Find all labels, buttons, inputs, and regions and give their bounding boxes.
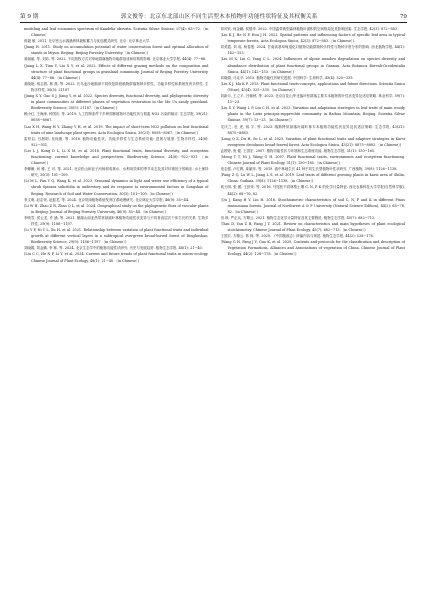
reference-entry: (Pang Z Q, Lu W L, Jiang L S, et al. 2019. Leaf traits of different growing plants in karst area of Shilin, China. Guihaia, 39(8): 1126−1138.〔in Chinese〕) (220, 173, 405, 184)
reference-entry: 刘新月, 王立平, 吕翰秋, 等. 2023. 北京百花山华北落叶松群落主要木本植物的叶性状变异及适应策略. 林业科学, 59(7): 13−23. (220, 94, 405, 105)
reference-entry: 戚天明, 张 赟, 王世荣, 等. 2016. 马尾松不同林型土壤 C, N, P, K 的化学计量特征. 西北农林科技大学学报(自然科学版), 44(2): 68−76, 82. (220, 185, 405, 196)
reference-entry: 蒋毅 敏. 2011. 北京密云水源涵养林最积蓄力与优选模式研究. 北京: 北京林业大学. (24, 39, 151, 44)
reference-entry: (Jiang L X, Tian Y, Liu X Y, et al. 2022. Effects of different grazing methods on the composition and structure of plant functional groups in grassland community. Journal of Beijing Forestry University, 44(4): 77−86.〔in Chinese〕) (24, 63, 209, 80)
reference-entry: 刘晓娟, 刘金鹏, 李 林, 等. 2024. 北京生态学中的植物功能性状研究: 历史与发展趋势. 植物生态学报, 48(1): 21−40. (24, 246, 203, 251)
reference-entry: 龙庆之, 杜 虎, 蒋 宇, 等. 2023. 喀斯特常绿落叶阔叶林木本植物功能性状变异及其适应策略. 生态学报, 43(21): 8875−8883. (220, 124, 405, 135)
reference-entry: 赖小红, 王海涛, 钟国庆, 等. 2019. 人工控制条件下乡种园林植物叶功能性状与氮素 NO2 污染的响应. 生态学报, 39(21): 8058−8067. (24, 112, 209, 123)
reference-entry: 姜晓艳, 蒋志胜, 林 燕, 等. 2022. 长乌麦沙地植被不同恢复阶段植物群落物种多样性、功能多样性和系统发育多样性. 生物多样性, 30(5): 21187. (24, 81, 209, 92)
reference-entry: (Li Y P, Ni Y L, Xu H, et al. 2021. Relationship between variation of plant functional traits and individual growth at different vertical layers in a subtropical evergreen broad-leaved forest of Dinghushan. Biodiversity Science, 29(9): 1186−1197.〔in Chinese〕) (24, 228, 209, 245)
reference-entry: (Jiang X Y, Gao S J, Jiang Y, et al. 2022. Species diversity, functional diversity, and phylogenetic diversity in plant communities at different phases of vegetation restoration in the Mu Us sandy grassland. Biodiversity Science, 30(5): 21187.〔in Chinese〕) (24, 94, 209, 111)
reference-entry: (Jiang H. 2011. Study on accumulation potential of water conservation forest and optimal allocation of stands in Miyun. Beijing: Beijing Forestry University.〔in Chinese〕) (24, 45, 209, 56)
reference-entry: 姜丽丽, 等, 刘彩, 等. 2022. 不同放牧方式对草地群落植物功能群组成和结构的影响. 北京林业大学学报, 44(4): 77−86. (24, 57, 207, 62)
reference-entry: 庞志强, 卢红辉, 姜丽萍, 等. 2019. 滇中林地生长 41 种不同生长型植物叶性状研究. 广西植物, 39(8): 1126−1138. (220, 167, 398, 172)
reference-entry: 李文明, 赵志荣, 赵振龙, 等. 2024. 北京常绿植物系统发育区系地理研究. 北京林业大学学报, 46(9): 35−44. (24, 197, 190, 202)
reference-entry: 孟婷婷, 倪 健, 王国宏. 2007. 植物功能性状与环境和生态系统功能. 植物生态学报, 31(1): 150−165. (220, 148, 376, 153)
references-column-right (221, 26, 406, 593)
reference-entry: (Liu M X, Liu C, Yang C L. 2024. Influences of alpine meadow degradation on species diversity and abundance distribution of plant functional groups in Gannan. Acta Botanica Boreali-Occidentalia Sinica, 44(1): 142−153.〔in Chinese〕) (220, 57, 405, 74)
reference-entry: (Tian D, Yan Z B, Fang J Y. 2021. Review on characteristics and main hypotheses of plant ecological stoichiometry. Chinese Journal of Plant Ecology, 45(7): 682−713.〔in Chinese〕) (220, 222, 405, 233)
references-column-left (24, 26, 209, 593)
reference-entry: 雷梓启, 吕晨明, 吴纯康, 等. 2016. 植物功能性状、功能多样性与生态系统功能: 进展与展望. 生物多样性, 24(8): 922−931. (24, 136, 209, 147)
reference-entry: (Long Q Z, Du H, Su L, et al. 2023. Variation of plant functional traits and adaptive strategies in Karst evergreen deciduous broad-leaved forest. Acta Ecologica Sinica, 43(21): 8875−8883.〔in Chinese〕) (220, 136, 405, 147)
reference-entry: (Lei L J, Kong D L, Li X M, et al. 2016. Plant functional traits, functional diversity, and ecosystem functioning: current knowledge and perspectives. Biodiversity Science, 24(8): 922−931.〔in Chinese〕) (24, 148, 209, 166)
running-title: 郭文俊等：北京东北部山区不同生活型木本植物叶功能性状特征及其权衡关系 (120, 14, 318, 20)
reference-entry: (Meng T T, Ni J, Wang G H. 2007. Plant functional traits, environments and ecosystem functioning. Chinese Journal of Plant Ecology, 31(1): 150−165.〔in Chinese〕) (220, 154, 405, 166)
reference-entry: (Liu K J, He N P, Hou J H. 2022. Spatial patterns and influencing factors of specific leaf area in typical temperate forests. Acta Ecologica Sinica, 42(3): 872−883.〔in Chinese〕) (220, 33, 405, 44)
references-body (24, 26, 405, 593)
reference-entry: (Qu J, Kang H Y, Lin H. 2016. Stoichiometric characteristics of soil C, N, P and K in different Pinus massoniana forests. Journal of Northwest A & F University (Natural Science Edition), 44(2): 68−76, 82.〔in Chinese〕) (220, 197, 405, 214)
reference-entry: 王国宏, 方精云, 郭 柯, 等. 2020. 《中国植被志》研编内容与规范. 植物生态学报, 44(2): 128−178. (220, 234, 374, 239)
issue-number: 第 9 期 (20, 14, 39, 20)
reference-entry: 刘可钦, 何金鹏, 侯德华. 2022. 中国温带典型森林植物叶面积的空间格局及其影响因素. 生态学报, 42(3): 872−883. (220, 27, 399, 31)
reference-entry: (Liu X J, Ma K P. 2015. Plant functional traits-concepts, applications and future directions. Scientia Sinica (Vitae), 45(4): 325−339.〔in Chinese〕) (220, 81, 405, 92)
reference-entry: 田 珍, 严正兵, 方精云. 2021. 植物生态化学计量特征及其主要假说. 植物生态学报, 45(7): 682−713. (220, 215, 376, 220)
reference-entry: (Wang G H, Fang J Y, Guo K, et al. 2020. Contents and protocols for the classification and description of Vegetation Formations, Alliances and Associations of vegetation of China. Chinese Journal of Plant Ecology, 44(2): 128−178.〔in Chinese〕) (220, 240, 405, 257)
page-number: 79 (399, 14, 407, 20)
reference-entry: (Liu C C, He N P, Li Y, et al. 2024. Current and future trends of plant functional traits in macro-ecology. Chinese Journal of Plant Ecology, 48(1): 21−40.〔in Chinese〕) (24, 252, 209, 263)
reference-entry: (Lai X H, Wang H Y, Zhang Y H, et al. 2019. The impact of short-term NO2 pollution on leaf functional traits of nine landscape plant species. Acta Ecologica Sinica, 39(21): 8058−8067.〔in Chinese〕) (24, 124, 209, 135)
reference-entry: (Li W H, Zhao Z R, Zhao Q L, et al. 2024. Geographical study on the phylogenetic flora of vascular plants in Beijing. Journal of Beijing Forestry University, 46(9): 35−44.〔in Chinese〕) (24, 203, 209, 214)
reference-entry: (Li M L, Fan Y Q, Wang K, et al. 2023. Seasonal dynamics in light and water use efficiency of a typical shrub Spiraea salicifolia in understory and its response to environmental factors in Songshan of Beijing. Research of Soil and Water Conservation, 30(3): 101−109.〔in Chinese〕) (24, 179, 209, 196)
reference-entry: 李映雪, 侯云龙, 许 涵, 等. 2021. 鼎湖山南亚热带常绿阔叶林植物功能性状变异与不同垂直层次个体生长的关系. 生物多样性, 29(9): 1186−1197. (24, 215, 209, 226)
reference-entry: 李姗姗, 何 雅, 王 可, 等. 2021. 北京松山和亚子河杨树成林水、水利用效率的季节动态及其对环境因子的响应. 水土保持研究, 30(3): 101−109. (24, 167, 209, 178)
running-header (20, 6, 407, 23)
reference-entry: modeling and leaf economics spectrum of Kandelia obovata. Scientia Silvae Sinicae, 57(4): 63−72.〔in Chinese〕 (24, 27, 209, 38)
reference-entry: 刘美霞, 刘 成, 杨春莲. 2024. 甘南高寒草甸退化对植物功能群物种多样性与物种多度分布的影响. 西北植物学报, 44(1): 142−153. (220, 45, 405, 56)
reference-entry: (Liu X Y, Wang L P, Liu C H, et al. 2023. Variation and adaptation strategies in leaf traits of main woody plants in the Larix principis-rupprechtii community in Baihua Mountain, Beijing. Scientia Silvae Sinicae, 59(7): 13−23.〔in Chinese〕) (220, 106, 405, 123)
reference-entry: 刘晓娟, 马克平. 2015. 植物功能性状研究进展. 中国科学: 生命科学, 45(4): 325−339. (220, 75, 354, 80)
